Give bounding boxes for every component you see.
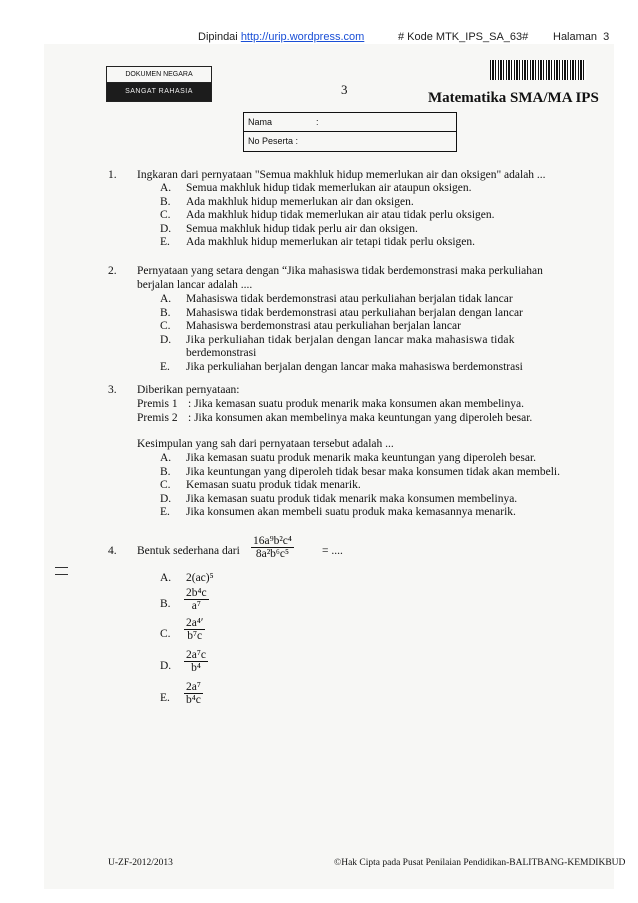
name-label: Nama	[248, 117, 273, 127]
q2-option-e-text: Jika perkuliahan berjalan dengan lancar maka mahasiswa berdemonstrasi	[186, 360, 523, 373]
scan-url-link[interactable]: http://urip.wordpress.com	[240, 31, 365, 43]
q3-option-e-letter: E.	[160, 506, 170, 518]
q4-option-b-denominator: a⁷	[191, 600, 201, 612]
q4-number: 4.	[108, 545, 117, 557]
page-header	[0, 0, 638, 44]
q4-text: Bentuk sederhana dari	[137, 545, 240, 557]
q2-option-d-text: Jika perkuliahan tidak berjalan dengan lancar maka mahasiswa tidak	[186, 333, 515, 346]
q1-option-d-text: Semua makhluk hidup tidak perlu air dan oksigen.	[186, 222, 418, 235]
q2-number: 2.	[108, 265, 117, 277]
q4-option-b-fraction	[184, 587, 209, 612]
q3-premis2-text: : Jika konsumen akan membelinya maka keuntungan yang diperoleh besar.	[188, 412, 533, 424]
q4-option-e-denominator: b⁴c	[186, 694, 201, 706]
q3-option-b-letter: B.	[160, 465, 171, 478]
q1-option-b-letter: B.	[160, 195, 171, 208]
q3-option-a-letter: A.	[160, 452, 172, 464]
footer-code: U-ZF-2012/2013	[108, 858, 173, 868]
q2-option-c-text: Mahasiswa berdemonstrasi atau perkuliahan berjalan lancar	[186, 320, 461, 332]
q3-option-d-letter: D.	[160, 492, 172, 505]
q4-expression	[251, 535, 294, 560]
q3-number: 3.	[108, 384, 117, 396]
name-colon: :	[316, 117, 319, 127]
stamp-bottom: SANGAT RAHASIA	[107, 83, 211, 101]
q3-question: Kesimpulan yang sah dari pernyataan tersebut adalah ...	[137, 438, 394, 450]
q4-option-e-letter: E.	[160, 692, 170, 704]
q4-option-c-fraction	[184, 617, 205, 642]
q3-option-c-text: Kemasan suatu produk tidak menarik.	[186, 479, 361, 491]
q2-option-d-letter: D.	[160, 333, 172, 346]
q2-option-b-letter: B.	[160, 306, 171, 319]
q1-number: 1.	[108, 169, 117, 181]
margin-equals-mark	[55, 567, 68, 575]
q4-option-d-letter: D.	[160, 660, 172, 672]
q3-intro: Diberikan pernyataan:	[137, 384, 240, 396]
q3-option-b-text: Jika keuntungan yang diperoleh tidak besar maka konsumen tidak akan membeli.	[186, 465, 560, 478]
q2-option-e-letter: E.	[160, 360, 170, 373]
q4-option-e-fraction	[184, 681, 203, 706]
q2-option-c-letter: C.	[160, 320, 171, 332]
q4-option-c-numerator: 2a⁴ʹ	[186, 617, 204, 629]
q1-option-c-text: Ada makhluk hidup tidak memerlukan air atau tidak perlu oksigen.	[186, 209, 495, 221]
q2-option-d-text-cont: berdemonstrasi	[186, 347, 257, 359]
q1-option-e-letter: E.	[160, 236, 170, 248]
barcode-icon	[490, 60, 586, 80]
footer-copyright: ©Hak Cipta pada Pusat Penilaian Pendidikan-BALITBANG-KEMDIKBUD	[334, 858, 626, 868]
doc-code: # Kode MTK_IPS_SA_63#	[398, 31, 529, 43]
classification-stamp	[106, 66, 212, 102]
q2-text-line2: berjalan lancar adalah ....	[137, 279, 253, 291]
peserta-row	[244, 132, 456, 150]
q4-option-c-letter: C.	[160, 628, 171, 640]
scan-label: Dipindai http://urip.wordpress.com	[198, 31, 365, 43]
q3-option-d-text: Jika kemasan suatu produk tidak menarik maka konsumen membelinya.	[186, 492, 518, 505]
q2-option-a-text: Mahasiswa tidak berdemonstrasi atau perkuliahan berjalan tidak lancar	[186, 293, 513, 305]
q4-option-e-numerator: 2a⁷	[186, 681, 201, 693]
q4-option-d-denominator: b⁴	[191, 662, 201, 674]
q1-option-b-text: Ada makhluk hidup memerlukan air dan oksigen.	[186, 195, 414, 208]
q3-option-e-text: Jika konsumen akan membeli suatu produk maka kemasannya menarik.	[186, 506, 516, 518]
q4-option-d-numerator: 2a⁷c	[186, 649, 206, 661]
q3-option-c-letter: C.	[160, 479, 171, 491]
q1-option-e-text: Ada makhluk hidup memerlukan air tetapi tidak perlu oksigen.	[186, 236, 476, 248]
q3-option-a-text: Jika kemasan suatu produk menarik maka keuntungan yang diperoleh besar.	[186, 452, 537, 464]
q4-suffix: = ....	[322, 545, 343, 557]
q4-option-d-fraction	[184, 649, 208, 674]
q2-option-a-letter: A.	[160, 293, 172, 305]
name-row	[244, 113, 456, 132]
subject-title: Matematika SMA/MA IPS	[428, 90, 599, 106]
q4-option-b-letter: B.	[160, 598, 171, 610]
q4-option-c-denominator: b⁷c	[187, 630, 203, 642]
q1-option-a-letter: A.	[160, 182, 172, 194]
q3-premis1-label: Premis 1	[137, 398, 178, 410]
q2-text-line1: Pernyataan yang setara dengan “Jika mahasiswa tidak berdemonstrasi maka perkuliahan	[137, 265, 543, 277]
q4-option-a-value: 2(ac)⁵	[186, 572, 214, 584]
page-indicator: Halaman 3	[553, 31, 610, 43]
q1-option-d-letter: D.	[160, 222, 172, 235]
peserta-label: No Peserta :	[248, 136, 299, 146]
q3-premis2-label: Premis 2	[137, 412, 178, 424]
q3-premis1-text: : Jika kemasan suatu produk menarik maka konsumen akan membelinya.	[188, 398, 524, 410]
q1-option-a-text: Semua makhluk hidup tidak memerlukan air ataupun oksigen.	[186, 182, 472, 194]
q4-option-a-letter: A.	[160, 572, 172, 584]
q1-option-c-letter: C.	[160, 209, 171, 221]
q4-option-b-numerator: 2b⁴c	[186, 587, 207, 599]
q1-text: Ingkaran dari pernyataan "Semua makhluk hidup memerlukan air dan oksigen" adalah ...	[137, 169, 546, 181]
q4-expr-denominator: 8a²b⁶c⁵	[255, 548, 290, 560]
doc-page-number: 3	[341, 82, 348, 97]
q4-expr-numerator: 16a⁹b²c⁴	[253, 535, 292, 547]
stamp-top: DOKUMEN NEGARA	[107, 67, 211, 83]
identity-box	[243, 112, 457, 152]
q2-option-b-text: Mahasiswa tidak berdemonstrasi atau perkuliahan berjalan dengan lancar	[186, 306, 523, 319]
